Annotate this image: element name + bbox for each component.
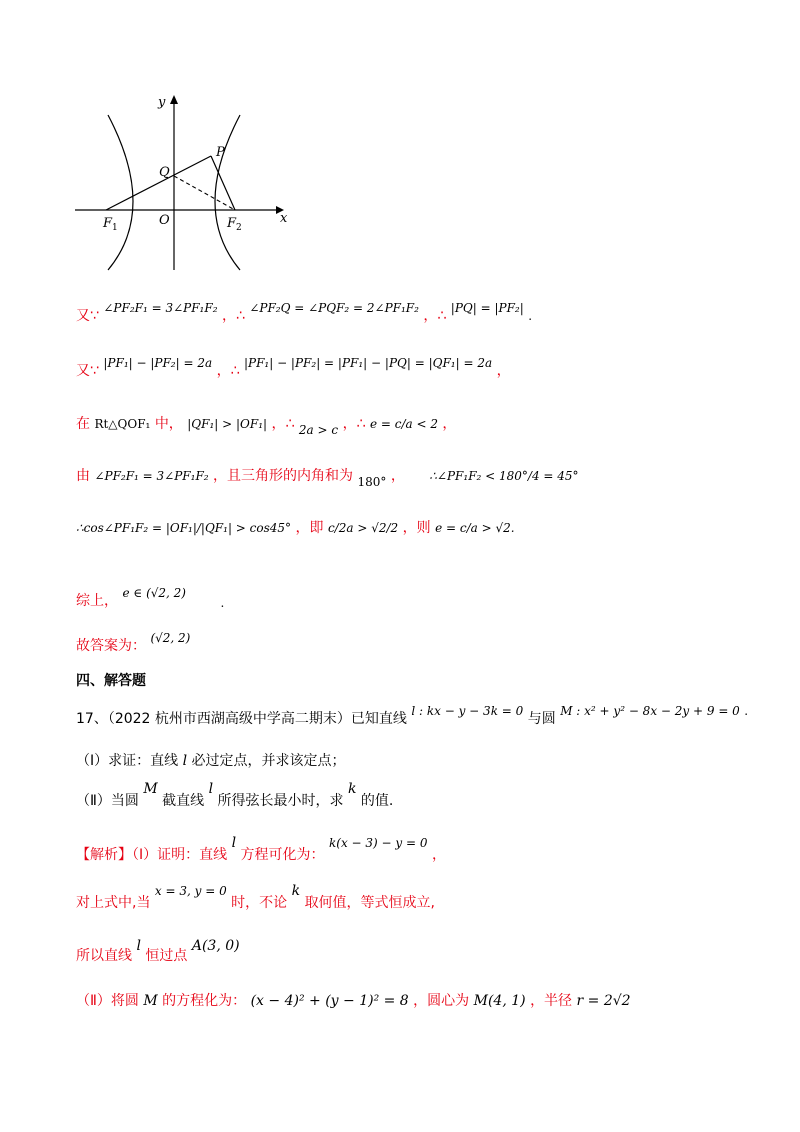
o-label: O — [159, 213, 170, 228]
formula: M(4, 1) — [473, 993, 526, 1009]
solution-line-7 — [76, 627, 191, 654]
text: ，∴ — [221, 308, 245, 324]
analysis-line-4 — [76, 990, 631, 1010]
formula: Rt△QOF₁ — [94, 417, 151, 431]
formula: (x − 4)² + (y − 1)² = 8 — [250, 993, 409, 1009]
formula: ∠PF₂F₁ = 3∠PF₁F₂ — [94, 469, 209, 483]
dashed-Q-F2 — [174, 176, 235, 210]
formula: l — [182, 753, 188, 769]
formula: |PF₁| − |PF₂| = |PF₁| − |PQ| = |QF₁| = 2a — [243, 356, 493, 370]
text: 中， — [154, 416, 183, 432]
text: ，∴ — [271, 416, 295, 432]
text: . — [744, 704, 749, 718]
text: ，∴ — [216, 363, 240, 379]
text: （Ⅱ）当圆 — [76, 793, 139, 809]
text: 综上， — [76, 593, 118, 609]
formula: l : kx − y − 3k = 0 — [411, 704, 524, 718]
text: ， — [442, 416, 457, 432]
formula: e = c/a > √2. — [435, 521, 515, 535]
section-title: 四、解答题 — [76, 673, 146, 689]
solution-line-4 — [76, 465, 579, 489]
solution-line-2 — [76, 356, 511, 380]
formula: l — [208, 781, 214, 797]
text: ，半径 — [530, 993, 573, 1009]
formula: k — [347, 781, 357, 797]
text: 的方程化为： — [162, 993, 247, 1009]
formula: |PQ| = |PF₂| — [450, 301, 524, 315]
text: ， — [390, 468, 405, 484]
text: 时，不论 — [231, 895, 288, 911]
text: 恒过点 — [145, 948, 188, 964]
text: 截直线 — [162, 793, 205, 809]
text: ， — [431, 847, 446, 863]
formula: e ∈ (√2, 2) — [122, 586, 186, 600]
formula: l — [231, 835, 237, 851]
formula: 2a > c — [298, 423, 339, 437]
text: ，且三角形的内角和为 — [213, 468, 354, 484]
text: 故答案为： — [76, 638, 146, 654]
text: 必过定点，并求该定点； — [191, 753, 346, 769]
text: ，即 — [295, 520, 324, 536]
text: 又∵ — [76, 363, 99, 379]
text: ，∴ — [342, 416, 366, 432]
text: 的值. — [360, 793, 394, 809]
left-branch — [108, 115, 133, 270]
formula: c/2a > √2/2 — [327, 521, 399, 535]
formula: e = c/a < 2 — [369, 417, 438, 431]
y-axis-arrow-icon — [170, 95, 178, 104]
text: 所得弦长最小时，求 — [217, 793, 344, 809]
question-17-part-2 — [76, 778, 394, 809]
formula: |PF₁| − |PF₂| = 2a — [103, 356, 213, 370]
formula: A(3, 0) — [191, 938, 240, 954]
text: 对上式中,当 — [76, 895, 151, 911]
text: 【解析】（Ⅰ）证明：直线 — [76, 847, 228, 863]
hyperbola-figure — [70, 90, 300, 280]
solution-line-6 — [76, 582, 225, 610]
question-text: 17、（2022 杭州市西湖高级中学高二期末）已知直线 — [76, 711, 407, 727]
text: （Ⅱ）将圆 — [76, 993, 139, 1009]
q-label: Q — [159, 165, 170, 180]
text: 与圆 — [527, 711, 556, 727]
formula: k(x − 3) − y = 0 — [328, 836, 428, 850]
text: （Ⅰ）求证：直线 — [76, 753, 179, 769]
y-label: y — [158, 95, 166, 110]
formula: ∴∠PF₁F₂ < 180°/4 = 45° — [429, 469, 579, 483]
p-label: P — [216, 145, 225, 160]
formula: l — [136, 938, 141, 954]
text: . — [528, 309, 533, 323]
formula: M : x² + y² − 8x − 2y + 9 = 0 — [560, 704, 740, 718]
f2-label: $F_2$ — [227, 216, 242, 233]
formula: M — [143, 993, 158, 1009]
analysis-line-2 — [76, 880, 436, 911]
formula: x = 3, y = 0 — [154, 884, 227, 898]
analysis-line-1 — [76, 832, 446, 863]
x-label: x — [280, 211, 288, 226]
formula: (√2, 2) — [150, 631, 191, 645]
formula: 180° — [357, 475, 387, 489]
question-17 — [76, 700, 749, 727]
formula: M — [143, 781, 158, 797]
question-17-part-1 — [76, 750, 346, 770]
solution-line-5 — [76, 517, 515, 537]
text: ，圆心为 — [413, 993, 470, 1009]
f1-label: $F_1$ — [103, 216, 118, 233]
text: . — [220, 596, 225, 610]
formula: r = 2√2 — [576, 993, 631, 1009]
text: 在 — [76, 416, 90, 432]
formula: |QF₁| > |OF₁| — [187, 417, 268, 431]
solution-line-3 — [76, 413, 457, 437]
formula: k — [291, 883, 301, 899]
text: 又∵ — [76, 308, 99, 324]
formula: ∠PF₂F₁ = 3∠PF₁F₂ — [103, 301, 218, 315]
text: ，∴ — [423, 308, 447, 324]
text: 取何值，等式恒成立, — [304, 895, 436, 911]
text: 由 — [76, 468, 90, 484]
solution-line-1 — [76, 301, 533, 325]
formula: ∠PF₂Q = ∠PQF₂ = 2∠PF₁F₂ — [249, 301, 419, 315]
text: 所以直线 — [76, 948, 132, 964]
text: ， — [496, 363, 511, 379]
text: ，则 — [402, 520, 431, 536]
formula: ∴cos∠PF₁F₂ = |OF₁|/|QF₁| > cos45° — [76, 521, 292, 535]
analysis-line-3 — [76, 935, 240, 964]
text: 方程可化为： — [240, 847, 325, 863]
